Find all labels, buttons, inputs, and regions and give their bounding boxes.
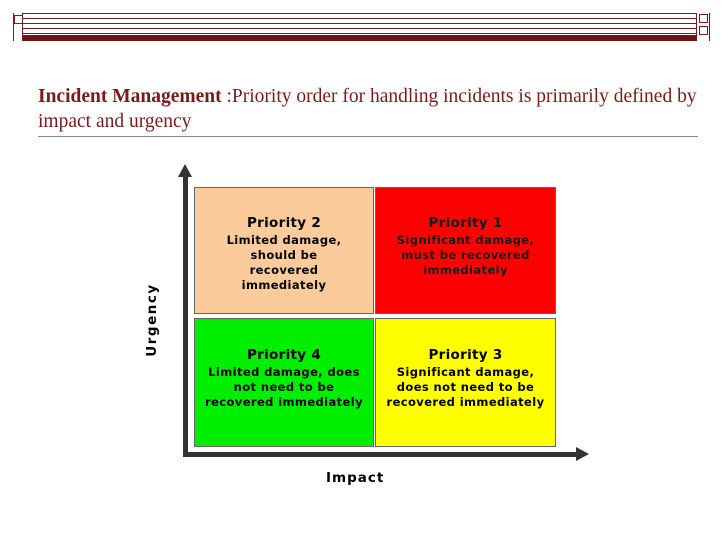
priority-2-quadrant — [194, 187, 374, 314]
header-band-bar — [13, 35, 710, 41]
priority-3-description: Significant damage, does not need to be recovered immediately — [386, 365, 545, 409]
square-icon — [699, 14, 708, 23]
slide-title-rest: :Priority order for handling incidents is primarily defined by impact and urgency — [38, 86, 697, 132]
priority-3-title: Priority 3 — [428, 347, 503, 363]
title-divider — [38, 136, 698, 137]
square-icon — [699, 26, 708, 35]
square-icon — [14, 15, 23, 24]
priority-4-description: Limited damage, does not need to be recovered immediately — [205, 365, 363, 409]
header-band — [13, 13, 710, 41]
header-band-right-box — [696, 13, 710, 41]
priority-1-description: Significant damage, must be recovered immediately — [396, 233, 535, 277]
priority-2-title: Priority 2 — [246, 215, 322, 231]
urgency-axis — [183, 176, 188, 455]
slide-title — [38, 84, 708, 134]
header-band-left-box — [13, 13, 23, 41]
priority-2-description: Limited damage, should be recovered immediately — [226, 233, 342, 292]
priority-4-quadrant — [194, 318, 374, 447]
priority-1-quadrant — [375, 187, 556, 314]
priority-1-title: Priority 1 — [428, 215, 503, 231]
slide-title-bold: Incident Management — [38, 86, 222, 107]
priority-3-quadrant — [375, 318, 556, 447]
urgency-axis-label: Urgency — [144, 283, 160, 357]
priority-4-title: Priority 4 — [246, 347, 322, 363]
impact-axis — [183, 452, 579, 457]
impact-axis-label: Impact — [326, 470, 385, 486]
impact-arrowhead — [576, 447, 589, 461]
